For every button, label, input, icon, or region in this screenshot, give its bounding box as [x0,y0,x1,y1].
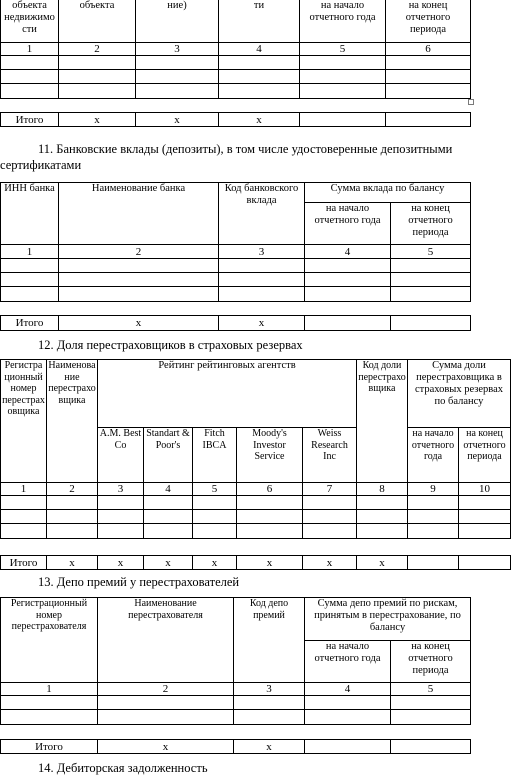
section-title: 14. Дебиторская задолженность [38,761,208,775]
total-cell: x [219,316,305,331]
header-cell: Регистрационный номер перестрахователя [1,598,98,683]
header-cell: на начало отчетного года [305,203,391,245]
total-cell: x [144,556,193,570]
column-number: 6 [237,483,303,496]
header-cell: Регистрационный номер перестраховщика [1,360,47,483]
total-cell: x [193,556,237,570]
column-number: 10 [459,483,511,496]
total-cell: x [98,556,144,570]
table-resize-handle[interactable] [468,99,474,105]
header-cell: Наименование банка [59,183,219,245]
header-cell: Сумма вклада по балансу [305,183,471,203]
header-cell: на конец отчетного периода [459,428,511,483]
header-cell: ние) [136,0,219,43]
header-cell: ИНН банка [1,183,59,245]
total-cell: x [59,316,219,331]
column-number: 1 [1,43,59,56]
total-cell: x [234,740,305,754]
total-cell: x [98,740,234,754]
table-row [1,710,471,725]
premium-deposits-table [0,597,471,725]
reinsurer-share-table [0,359,511,539]
header-cell: Код доли перестраховщика [357,360,408,483]
header-cell: на конец отчетного периода [391,641,471,683]
column-number: 3 [136,43,219,56]
column-number: 8 [357,483,408,496]
header-cell: на начало отчетного года [305,641,391,683]
total-cell [391,740,471,754]
column-number: 2 [47,483,98,496]
total-cell [300,113,386,127]
bank-deposits-table [0,182,471,302]
total-label: Итого [1,113,59,127]
total-cell [305,316,391,331]
header-cell: на начало отчетного года [300,0,386,43]
column-number: 2 [59,245,219,259]
total-cell [391,316,471,331]
reinsurer-share-total-row [0,555,511,570]
header-cell: Наименование перестрахователя [98,598,234,683]
column-number: 5 [391,245,471,259]
table-row [1,273,471,287]
header-cell: Сумма депо премий по рискам, принятым в перестрахование, по балансу [305,598,471,641]
column-number: 7 [303,483,357,496]
column-number: 3 [98,483,144,496]
column-number: 4 [144,483,193,496]
total-label: Итого [1,740,98,754]
table-row [1,287,471,302]
column-number: 5 [193,483,237,496]
column-number: 5 [391,683,471,696]
total-cell [408,556,459,570]
column-number: 3 [219,245,305,259]
table-row [1,259,471,273]
header-cell: Рейтинг рейтинговых агентств [98,360,357,428]
header-cell: A.M. Best Co [98,428,144,483]
total-label: Итого [1,316,59,331]
table-row [1,496,511,510]
header-cell: Moody's Investor Service [237,428,303,483]
total-cell: x [59,113,136,127]
total-cell: x [237,556,303,570]
total-cell: x [47,556,98,570]
total-cell: x [136,113,219,127]
column-number: 1 [1,483,47,496]
header-cell: Weiss Research Inc [303,428,357,483]
total-label: Итого [1,556,47,570]
table-row [1,70,471,84]
header-cell: Код депо премий [234,598,305,683]
column-number: 6 [386,43,471,56]
total-cell: x [303,556,357,570]
total-cell [386,113,471,127]
header-cell: объекта недвижимости [1,0,59,43]
header-cell: на начало отчетного года [408,428,459,483]
table-row [1,510,511,524]
column-number: 1 [1,683,98,696]
column-number: 1 [1,245,59,259]
total-cell: x [219,113,300,127]
column-number: 4 [305,683,391,696]
premium-deposits-total-row [0,739,471,754]
header-cell: Fitch IBCA [193,428,237,483]
real-estate-total-row [0,112,471,127]
total-cell [305,740,391,754]
table-row [1,696,471,710]
section-title: 13. Депо премий у перестрахователей [38,575,240,589]
column-number: 4 [219,43,300,56]
column-number: 2 [59,43,136,56]
bank-deposits-total-row [0,315,471,331]
real-estate-table [0,0,471,99]
section-title: 12. Доля перестраховщиков в страховых резервах [38,338,303,352]
column-number: 4 [305,245,391,259]
header-cell: объекта [59,0,136,43]
table-row [1,524,511,539]
header-cell: Сумма доли перестраховщика в страховых резервах по балансу [408,360,511,428]
header-cell: ти [219,0,300,43]
total-cell: x [357,556,408,570]
section-title: 11. Банковские вклады (депозиты), в том числе удостоверенные депозитными сертификатами [0,142,453,172]
column-number: 3 [234,683,305,696]
table-row [1,56,471,70]
column-number: 5 [300,43,386,56]
header-cell: на конец отчетного периода [386,0,471,43]
column-number: 9 [408,483,459,496]
header-cell: Код банковского вклада [219,183,305,245]
total-cell [459,556,511,570]
header-cell: Наименование перестраховщика [47,360,98,483]
table-row [1,84,471,99]
column-number: 2 [98,683,234,696]
header-cell: Standart & Poor's [144,428,193,483]
header-cell: на конец отчетного периода [391,203,471,245]
